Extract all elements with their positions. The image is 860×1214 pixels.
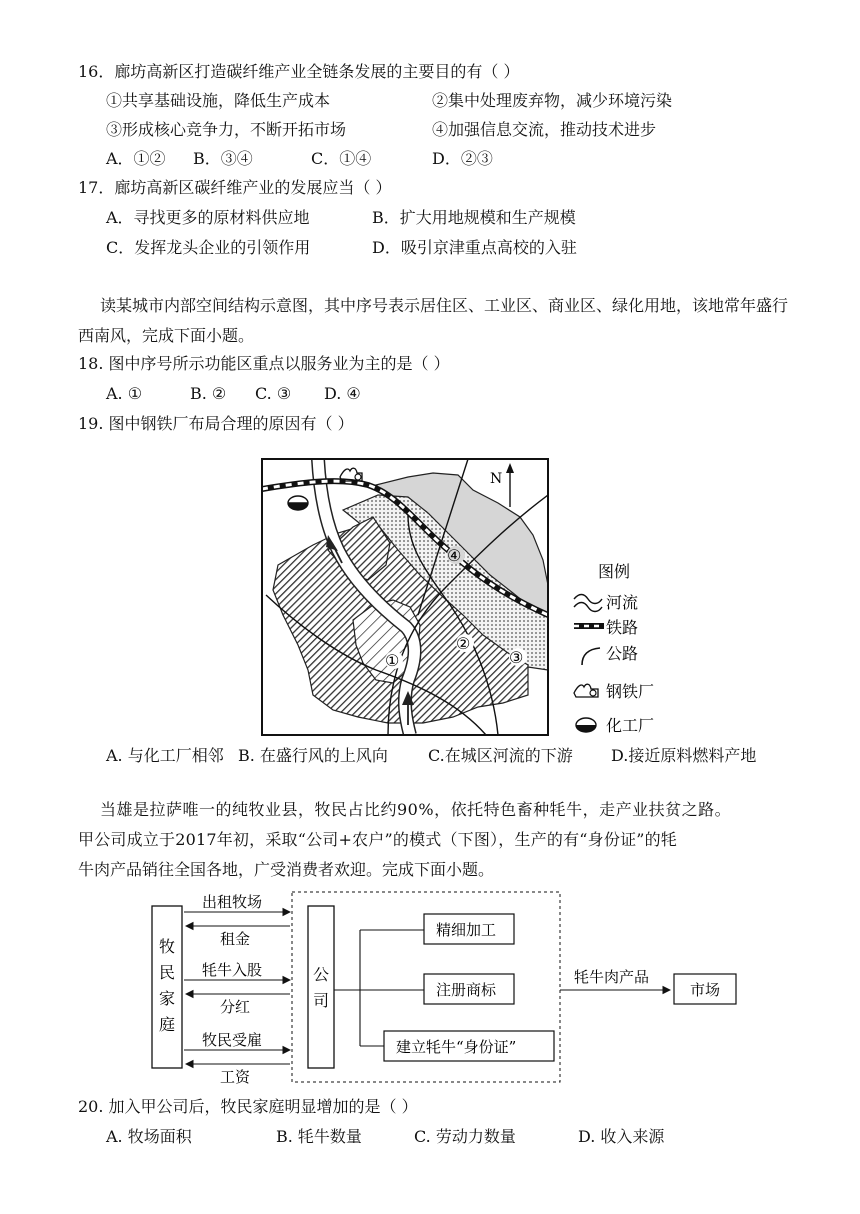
q20-stem: 20. 加入甲公司后，牧民家庭明显增加的是（ ） — [78, 1097, 418, 1116]
q20-option-a: A. 牧场面积 — [106, 1127, 192, 1146]
city-structure-map — [258, 455, 678, 745]
q18-stem: 18. 图中序号所示功能区重点以服务业为主的是（ ） — [78, 354, 450, 373]
company-farmer-flow-diagram — [150, 888, 750, 1088]
north-label: N — [490, 471, 503, 487]
company-char-1: 公 — [313, 965, 330, 984]
company-bracket — [334, 930, 424, 1046]
q18-option-a: A. ① — [106, 384, 143, 403]
q20-option-b: B. 牦牛数量 — [276, 1127, 362, 1146]
q16-option-c: C．①④ — [311, 149, 372, 168]
q20-option-d: D. 收入来源 — [578, 1127, 665, 1146]
q18-option-d: D. ④ — [324, 384, 361, 403]
q16-stem: 16．廊坊高新区打造碳纤维产业全链条发展的主要目的有（ ） — [78, 62, 520, 81]
q16-statement-3: ③形成核心竞争力，不断开拓市场 — [106, 120, 347, 139]
legend-road-label: 公路 — [606, 644, 639, 663]
q19-option-c: C.在城区河流的下游 — [428, 746, 573, 765]
passage-yak-line-1: 当雄是拉萨唯一的纯牧业县，牧民占比约90%，依托特色畜种牦牛，走产业扶贫之路。 — [100, 800, 732, 819]
q19-option-d: D.接近原料燃料产地 — [611, 746, 757, 765]
legend-river-label: 河流 — [606, 593, 639, 612]
q17-option-d: D．吸引京津重点高校的入驻 — [372, 238, 577, 257]
zone-2-label: ② — [456, 634, 471, 653]
arrow-yak-share-label: 牦牛入股 — [202, 961, 263, 979]
q17-stem: 17．廊坊高新区碳纤维产业的发展应当（ ） — [78, 178, 392, 197]
legend-chem-icon — [576, 718, 596, 732]
arrow-rent-money-label: 租金 — [220, 930, 251, 948]
herders-char-2: 民 — [159, 963, 176, 982]
q18-option-b: B. ② — [190, 384, 227, 403]
passage-city-structure: 读某城市内部空间结构示意图，其中序号表示居住区、工业区、商业区、绿化用地，该地常年盛行西南风，完成下面小题。 — [78, 296, 789, 345]
legend-title: 图例 — [598, 562, 631, 581]
box-fine-processing-label: 精细加工 — [436, 921, 497, 939]
herders-char-3: 家 — [159, 989, 176, 1008]
q16-statement-1: ①共享基础设施，降低生产成本 — [106, 91, 331, 110]
company-box — [308, 906, 334, 1068]
zone-1-label: ① — [385, 651, 400, 670]
zone-4-label: ④ — [447, 546, 462, 565]
arrow-employment-label: 牧民受雇 — [202, 1031, 263, 1049]
herders-char-1: 牧 — [159, 937, 176, 956]
q16-option-b: B．③④ — [193, 149, 253, 168]
q19-option-b: B. 在盛行风的上风向 — [238, 746, 388, 765]
q18-option-c: C. ③ — [255, 384, 292, 403]
chemical-plant-icon — [288, 496, 308, 510]
q16-option-d: D．②③ — [432, 149, 493, 168]
herders-char-4: 庭 — [159, 1015, 176, 1034]
arrow-to-market-label: 牦牛肉产品 — [574, 968, 650, 986]
arrow-dividend-label: 分红 — [220, 998, 251, 1016]
legend-steel-icon — [574, 684, 598, 697]
q20-option-c: C. 劳动力数量 — [414, 1127, 516, 1146]
passage-yak-line-3: 牛肉产品销往全国各地，广受消费者欢迎。完成下面小题。 — [78, 860, 495, 879]
legend-chem-label: 化工厂 — [606, 716, 655, 735]
market-label: 市场 — [690, 981, 721, 999]
company-char-2: 司 — [313, 991, 330, 1010]
arrow-rent-pasture-label: 出租牧场 — [202, 893, 263, 911]
box-register-trademark-label: 注册商标 — [436, 981, 497, 999]
q17-option-b: B．扩大用地规模和生产规模 — [372, 208, 576, 227]
legend-rail-label: 铁路 — [606, 618, 639, 637]
q16-statement-4: ④加强信息交流，推动技术进步 — [432, 120, 657, 139]
legend-river-icon — [574, 595, 602, 612]
herders-box — [152, 906, 182, 1068]
box-yak-id-label: 建立牦牛“身份证” — [396, 1038, 517, 1056]
q17-option-a: A．寻找更多的原材料供应地 — [106, 208, 310, 227]
legend-road-icon — [582, 648, 600, 665]
q17-option-c: C．发挥龙头企业的引领作用 — [106, 238, 311, 257]
q19-stem: 19. 图中钢铁厂布局合理的原因有（ ） — [78, 414, 354, 433]
arrow-wages-label: 工资 — [220, 1068, 251, 1086]
passage-yak-line-2: 甲公司成立于2017年初，采取“公司+农户”的模式（下图），生产的有“身份证”的牦 — [78, 830, 678, 849]
zone-3-label: ③ — [509, 648, 524, 667]
q16-option-a: A．①② — [106, 149, 166, 168]
legend-steel-label: 钢铁厂 — [606, 682, 655, 701]
q19-option-a: A. 与化工厂相邻 — [106, 746, 224, 765]
q16-statement-2: ②集中处理废弃物，减少环境污染 — [432, 91, 673, 110]
